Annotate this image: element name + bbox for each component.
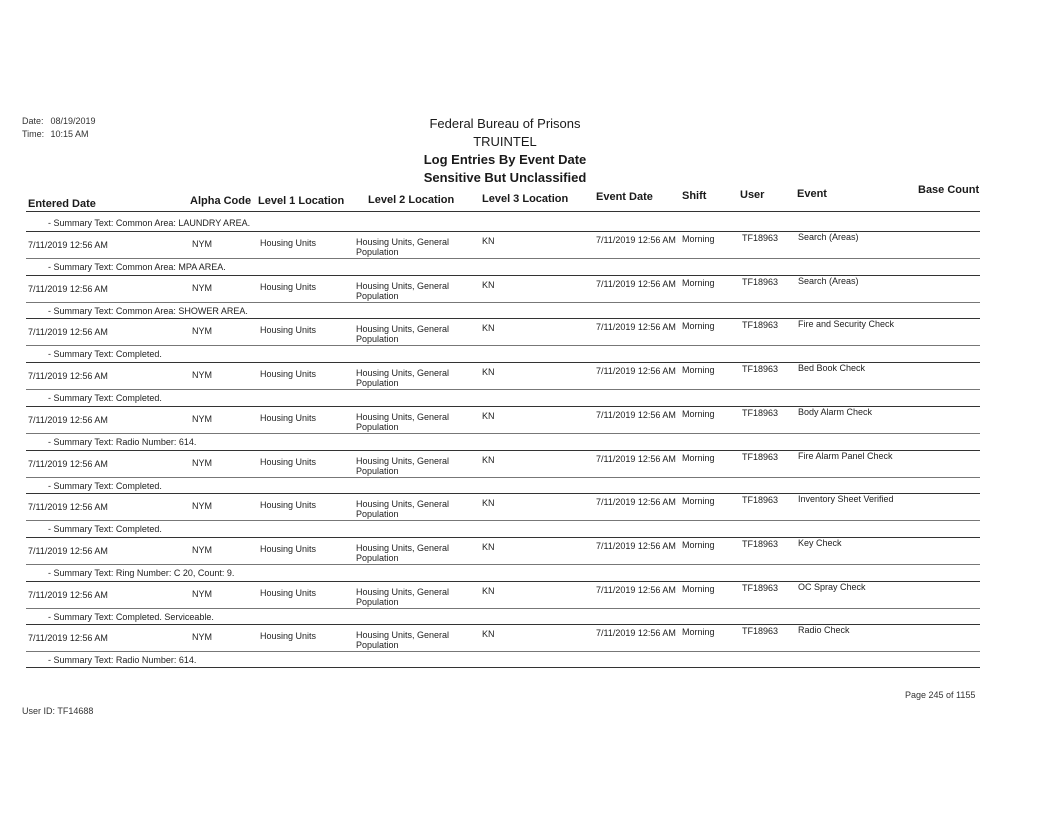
event-date-cell: 7/11/2019 12:56 AM — [596, 453, 676, 464]
level2-cell: Housing Units, General Population — [356, 499, 450, 520]
user-id-label: User ID: — [22, 706, 56, 716]
event-date-cell: 7/11/2019 12:56 AM — [596, 235, 676, 245]
alpha-code-cell: NYM — [192, 370, 212, 381]
event-date-cell: 7/11/2019 12:56 AM — [596, 366, 676, 377]
summary-rule — [26, 564, 980, 565]
alpha-code-cell: NYM — [192, 413, 212, 424]
summary-text: - Summary Text: Ring Number: C 20, Count: 9. — [48, 567, 235, 578]
user-cell: TF18963 — [742, 364, 779, 375]
col-base-count: Base Count — [918, 184, 980, 196]
summary-rule — [26, 433, 980, 434]
shift-cell: Morning — [682, 627, 715, 638]
event-date-cell: 7/11/2019 12:56 AM — [596, 628, 676, 639]
level3-cell: KN — [482, 279, 495, 290]
level3-cell: KN — [482, 541, 495, 552]
level2-cell: Housing Units, General Population — [356, 280, 450, 301]
user-cell: TF18963 — [742, 626, 779, 637]
report-title — [0, 115, 1010, 187]
level2-cell: Housing Units, General Population — [356, 455, 450, 476]
title-system: TRUINTEL — [473, 134, 537, 149]
event-date-cell: 7/11/2019 12:56 AM — [596, 584, 676, 595]
time-label: Time: — [22, 129, 45, 139]
level1-cell: Housing Units — [260, 325, 317, 336]
summary-text: - Summary Text: Completed. — [48, 393, 162, 404]
summary-rule — [26, 302, 980, 303]
alpha-code-cell: NYM — [192, 282, 212, 293]
level2-cell: Housing Units, General Population — [356, 630, 450, 651]
level1-cell: Housing Units — [260, 281, 317, 292]
event-cell: Search (Areas) — [798, 232, 859, 242]
col-level2: Level 2 Location — [368, 194, 455, 206]
level1-cell: Housing Units — [260, 412, 317, 423]
event-cell: Radio Check — [798, 625, 850, 636]
summary-rule — [26, 258, 980, 259]
level1-cell: Housing Units — [260, 631, 317, 642]
entered-date-cell: 7/11/2019 12:56 AM — [28, 240, 108, 250]
user-cell: TF18963 — [742, 538, 779, 549]
summary-rule — [26, 477, 980, 478]
page-number: Page 245 of 1155 — [905, 690, 976, 700]
summary-rule — [26, 345, 980, 346]
entered-date-cell: 7/11/2019 12:56 AM — [28, 589, 108, 600]
event-cell: Fire and Security Check — [798, 319, 895, 330]
col-event-date: Event Date — [596, 191, 653, 203]
summary-text: - Summary Text: Common Area: SHOWER AREA. — [48, 305, 248, 316]
entered-date-cell: 7/11/2019 12:56 AM — [28, 545, 108, 556]
alpha-code-cell: NYM — [192, 501, 212, 512]
entered-date-cell: 7/11/2019 12:56 AM — [28, 371, 108, 382]
summary-text: - Summary Text: Radio Number: 614. — [48, 655, 197, 666]
title-agency: Federal Bureau of Prisons — [429, 116, 581, 131]
event-date-cell: 7/11/2019 12:56 AM — [596, 497, 676, 508]
col-shift: Shift — [682, 190, 707, 202]
level1-cell: Housing Units — [260, 369, 317, 380]
col-level1: Level 1 Location — [258, 195, 345, 207]
date-label: Date: — [22, 116, 44, 126]
level3-cell: KN — [482, 323, 495, 334]
level1-cell: Housing Units — [260, 587, 317, 598]
summary-rule — [26, 651, 980, 652]
level3-cell: KN — [482, 585, 495, 596]
summary-text: - Summary Text: Completed. — [48, 524, 162, 535]
date-value: 08/19/2019 — [50, 116, 96, 126]
level2-cell: Housing Units, General Population — [356, 586, 450, 607]
level1-cell: Housing Units — [260, 500, 317, 511]
level3-cell: KN — [482, 367, 495, 378]
entered-date-cell: 7/11/2019 12:56 AM — [28, 283, 108, 294]
entered-date-cell: 7/11/2019 12:56 AM — [28, 458, 108, 469]
level3-cell: KN — [482, 629, 495, 640]
event-cell: Bed Book Check — [798, 363, 866, 374]
event-date-cell: 7/11/2019 12:56 AM — [596, 322, 676, 333]
level2-cell: Housing Units, General Population — [356, 324, 450, 345]
summary-text: - Summary Text: Common Area: LAUNDRY AREA. — [48, 218, 251, 228]
alpha-code-cell: NYM — [192, 544, 212, 555]
summary-rule — [26, 608, 980, 609]
level3-cell: KN — [482, 454, 495, 465]
level3-cell: KN — [482, 498, 495, 509]
event-cell: Fire Alarm Panel Check — [798, 450, 893, 461]
level1-cell: Housing Units — [260, 543, 317, 554]
level2-cell: Housing Units, General Population — [356, 542, 450, 563]
summary-rule — [26, 389, 980, 390]
level3-cell: KN — [482, 236, 495, 246]
event-date-cell: 7/11/2019 12:56 AM — [596, 278, 676, 289]
event-cell: OC Spray Check — [798, 581, 866, 592]
shift-cell: Morning — [682, 408, 715, 419]
alpha-code-cell: NYM — [192, 326, 212, 337]
level1-cell: Housing Units — [260, 456, 317, 467]
col-entered-date: Entered Date — [28, 198, 96, 210]
summary-text: - Summary Text: Common Area: MPA AREA. — [48, 262, 226, 272]
event-cell: Body Alarm Check — [798, 406, 873, 417]
time-value: 10:15 AM — [50, 129, 89, 139]
entered-date-cell: 7/11/2019 12:56 AM — [28, 327, 108, 338]
level2-cell: Housing Units, General Population — [356, 411, 450, 432]
entered-date-cell: 7/11/2019 12:56 AM — [28, 633, 108, 644]
user-cell: TF18963 — [742, 276, 779, 287]
shift-cell: Morning — [682, 539, 715, 550]
event-cell: Search (Areas) — [798, 275, 859, 286]
entered-date-cell: 7/11/2019 12:56 AM — [28, 414, 108, 425]
col-event: Event — [797, 188, 827, 200]
user-cell: TF18963 — [742, 320, 779, 331]
shift-cell: Morning — [682, 496, 715, 507]
title-report-name: Log Entries By Event Date — [423, 152, 587, 167]
shift-cell: Morning — [682, 234, 715, 244]
user-cell: TF18963 — [742, 407, 779, 418]
event-date-cell: 7/11/2019 12:56 AM — [596, 540, 676, 551]
shift-cell: Morning — [682, 583, 715, 594]
alpha-code-cell: NYM — [192, 239, 212, 249]
level2-cell: Housing Units, General Population — [356, 237, 450, 257]
header-rule — [26, 211, 980, 212]
shift-cell: Morning — [682, 452, 715, 463]
title-classification: Sensitive But Unclassified — [423, 170, 587, 185]
summary-text: - Summary Text: Completed. — [48, 349, 162, 360]
alpha-code-cell: NYM — [192, 457, 212, 468]
summary-text: - Summary Text: Completed. — [48, 480, 162, 491]
shift-cell: Morning — [682, 321, 715, 332]
summary-rule — [26, 520, 980, 521]
user-cell: TF18963 — [742, 495, 779, 506]
user-id-value: TF14688 — [57, 706, 94, 716]
footer-user-id — [22, 706, 93, 716]
summary-text: - Summary Text: Completed. Serviceable. — [48, 611, 214, 622]
user-cell: TF18963 — [742, 233, 779, 243]
event-date-cell: 7/11/2019 12:56 AM — [596, 409, 676, 420]
level3-cell: KN — [482, 410, 495, 421]
summary-text: - Summary Text: Radio Number: 614. — [48, 436, 197, 447]
user-cell: TF18963 — [742, 451, 779, 462]
alpha-code-cell: NYM — [192, 588, 212, 599]
event-cell: Inventory Sheet Verified — [798, 494, 894, 505]
entered-date-cell: 7/11/2019 12:56 AM — [28, 502, 108, 513]
col-level3: Level 3 Location — [482, 193, 569, 205]
col-user: User — [740, 189, 765, 201]
level1-cell: Housing Units — [260, 238, 317, 248]
table-bottom-rule — [26, 667, 980, 668]
shift-cell: Morning — [682, 365, 715, 376]
col-alpha-code: Alpha Code — [190, 195, 252, 207]
alpha-code-cell: NYM — [192, 632, 212, 643]
user-cell: TF18963 — [742, 582, 779, 593]
event-cell: Key Check — [798, 537, 842, 548]
level2-cell: Housing Units, General Population — [356, 368, 450, 389]
shift-cell: Morning — [682, 277, 715, 288]
